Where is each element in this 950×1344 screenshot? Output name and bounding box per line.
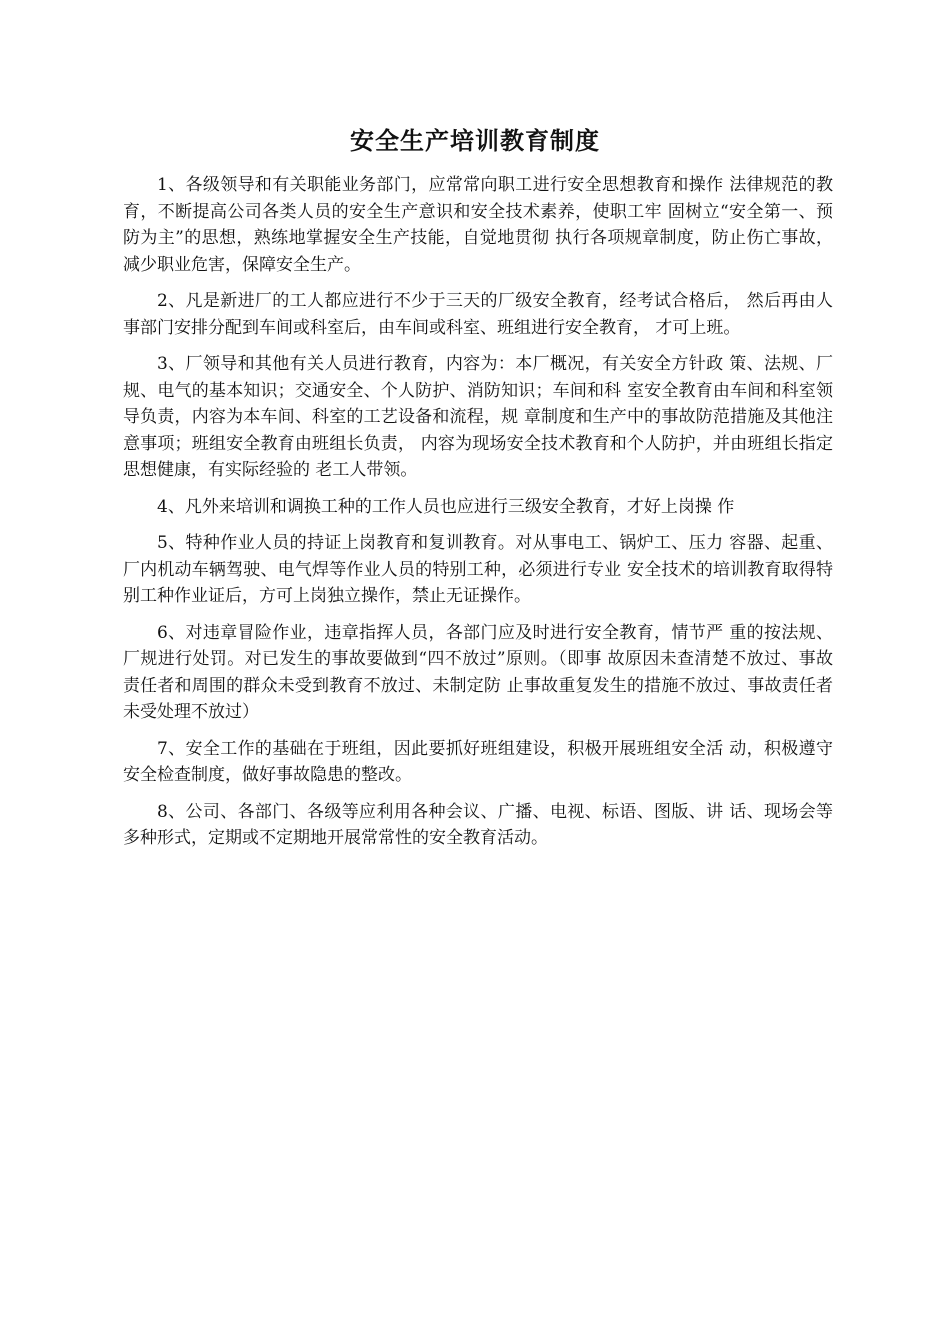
paragraph-1: 1、各级领导和有关职能业务部门，应常常向职工进行安全思想教育和操作 法律规范的教育，不断提高公司各类人员的安全生产意识和安全技术素养，使职工牢 固树立“安全第一、预防为主”的思想，熟练地掌握安全生产技能，自觉地贯彻 执行各项规章制度，防止伤亡事故，减少职业危害，保障安全生产。 <box>123 175 833 275</box>
paragraph-8: 8、公司、各部门、各级等应利用各种会议、广播、电视、标语、图版、讲 话、现场会等多种形式，定期或不定期地开展常常性的安全教育活动。 <box>123 801 833 848</box>
paragraph-3: 3、厂领导和其他有关人员进行教育，内容为：本厂概况，有关安全方针政 策、法规、厂规、电气的基本知识；交通安全、个人防护、消防知识；车间和科 室安全教育由车间和科室领导负责，内容为本车间、科室的工艺设备和流程，规 章制度和生产中的事故防范措施及其他注意事项；班组安全教育由班组长负责， 内容为现场安全技术教育和个人防护，并由班组长指定思想健康，有实际经验的 老工人带领。 <box>123 354 833 480</box>
paragraph-5: 5、特种作业人员的持证上岗教育和复训教育。对从事电工、锅炉工、压力 容器、起重、厂内机动车辆驾驶、电气焊等作业人员的特别工种，必须进行专业 安全技术的培训教育取得特别工种作业证后，方可上岗独立操作，禁止无证操作。 <box>123 533 833 606</box>
paragraph-4: 4、凡外来培训和调换工种的工作人员也应进行三级安全教育，才好上岗操 作 <box>157 496 735 517</box>
document-title: 安全生产培训教育制度 <box>350 126 600 156</box>
paragraph-6: 6、对违章冒险作业，违章指挥人员，各部门应及时进行安全教育，情节严 重的按法规、厂规进行处罚。对已发生的事故要做到“四不放过”原则。（即事 故原因未查清楚不放过、事故责任者和周围的群众未受到教育不放过、未制定防 止事故重复发生的措施不放过、事故责任者未受处理不放过） <box>123 622 833 722</box>
document-body <box>123 172 833 862</box>
paragraph-7: 7、安全工作的基础在于班组，因此要抓好班组建设，积极开展班组安全活 动，积极遵守安全检查制度，做好事故隐患的整改。 <box>123 738 833 785</box>
paragraph-2: 2、凡是新进厂的工人都应进行不少于三天的厂级安全教育，经考试合格后， 然后再由人事部门安排分配到车间或科室后，由车间或科室、班组进行安全教育， 才可上班。 <box>123 291 833 338</box>
